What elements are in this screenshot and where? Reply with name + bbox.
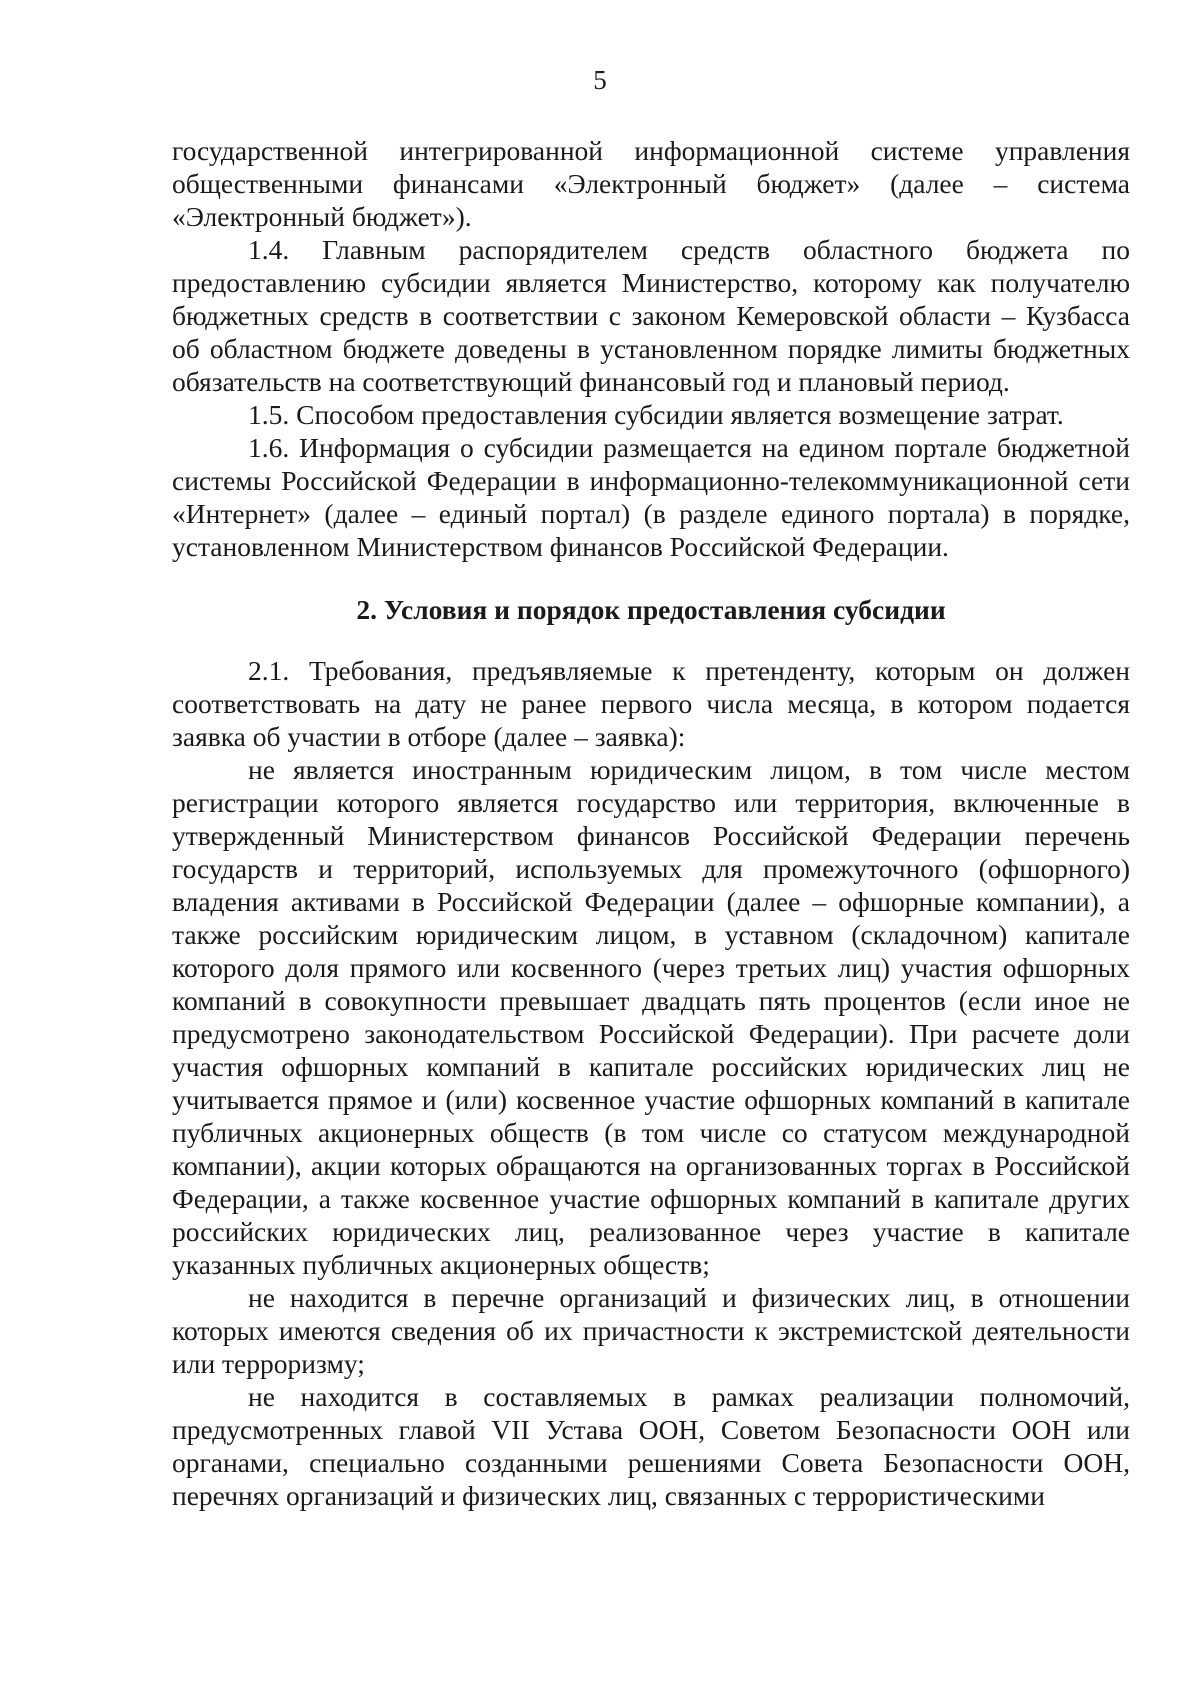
page-number: 5 xyxy=(593,65,607,95)
document-body xyxy=(172,134,1130,1512)
paragraph-offshore-requirement: не является иностранным юридическим лицом, в том числе местом регистрации которого является государство или территория, включенные в утвержденный Министерством финансов Российской Федерации перечень государств и территорий, используемых для промежуточного (офшорного) владения активами в Российской Федерации (далее – офшорные компании), а также российским юридическим лицом, в уставном (складочном) капитале которого доля прямого или косвенного (через третьих лиц) участия офшорных компаний в совокупности превышает двадцать пять процентов (если иное не предусмотрено законодательством Российской Федерации). При расчете доли участия офшорных компаний в капитале российских юридических лиц не учитывается прямое и (или) косвенное участие офшорных компаний в капитале публичных акционерных обществ (в том числе со статусом международной компании), акции которых обращаются на организованных торгах в Российской Федерации, а также косвенное участие офшорных компаний в капитале других российских юридических лиц, реализованное через участие в капитале указанных публичных акционерных обществ; xyxy=(172,754,1130,1280)
paragraph-1-5: 1.5. Способом предоставления субсидии является возмещение затрат. xyxy=(248,399,1064,430)
paragraph-1-6: 1.6. Информация о субсидии размещается на едином портале бюджетной системы Российской Федерации в информационно-телекоммуникационной сети «Интернет» (далее – единый портал) (в разделе единого портала) в порядке, установленном Министерством финансов Российской Федерации. xyxy=(172,432,1130,562)
section-heading: 2. Условия и порядок предоставления субсидии xyxy=(356,594,946,625)
paragraph-2-1: 2.1. Требования, предъявляемые к претенденту, которым он должен соответствовать на дату не ранее первого числа месяца, в котором подается заявка об участии в отборе (далее – заявка): xyxy=(172,655,1130,752)
paragraph-continuation: государственной интегрированной информационной системе управления общественными финансами «Электронный бюджет» (далее – система «Электронный бюджет»). xyxy=(172,135,1130,232)
paragraph-1-4: 1.4. Главным распорядителем средств областного бюджета по предоставлению субсидии является Министерство, которому как получателю бюджетных средств в соответствии с законом Кемеровской области – Кузбасса об областном бюджете доведены в установленном порядке лимиты бюджетных обязательств на соответствующий финансовый год и плановый период. xyxy=(172,234,1130,397)
paragraph-extremism-requirement: не находится в перечне организаций и физических лиц, в отношении которых имеются сведения об их причастности к экстремистской деятельности или терроризму; xyxy=(172,1282,1130,1379)
paragraph-un-lists-requirement: не находится в составляемых в рамках реализации полномочий, предусмотренных главой VII Устава ООН, Советом Безопасности ООН или органами, специально созданными решениями Совета Безопасности ООН, перечнях организаций и физических лиц, связанных с террористическими xyxy=(172,1381,1130,1511)
